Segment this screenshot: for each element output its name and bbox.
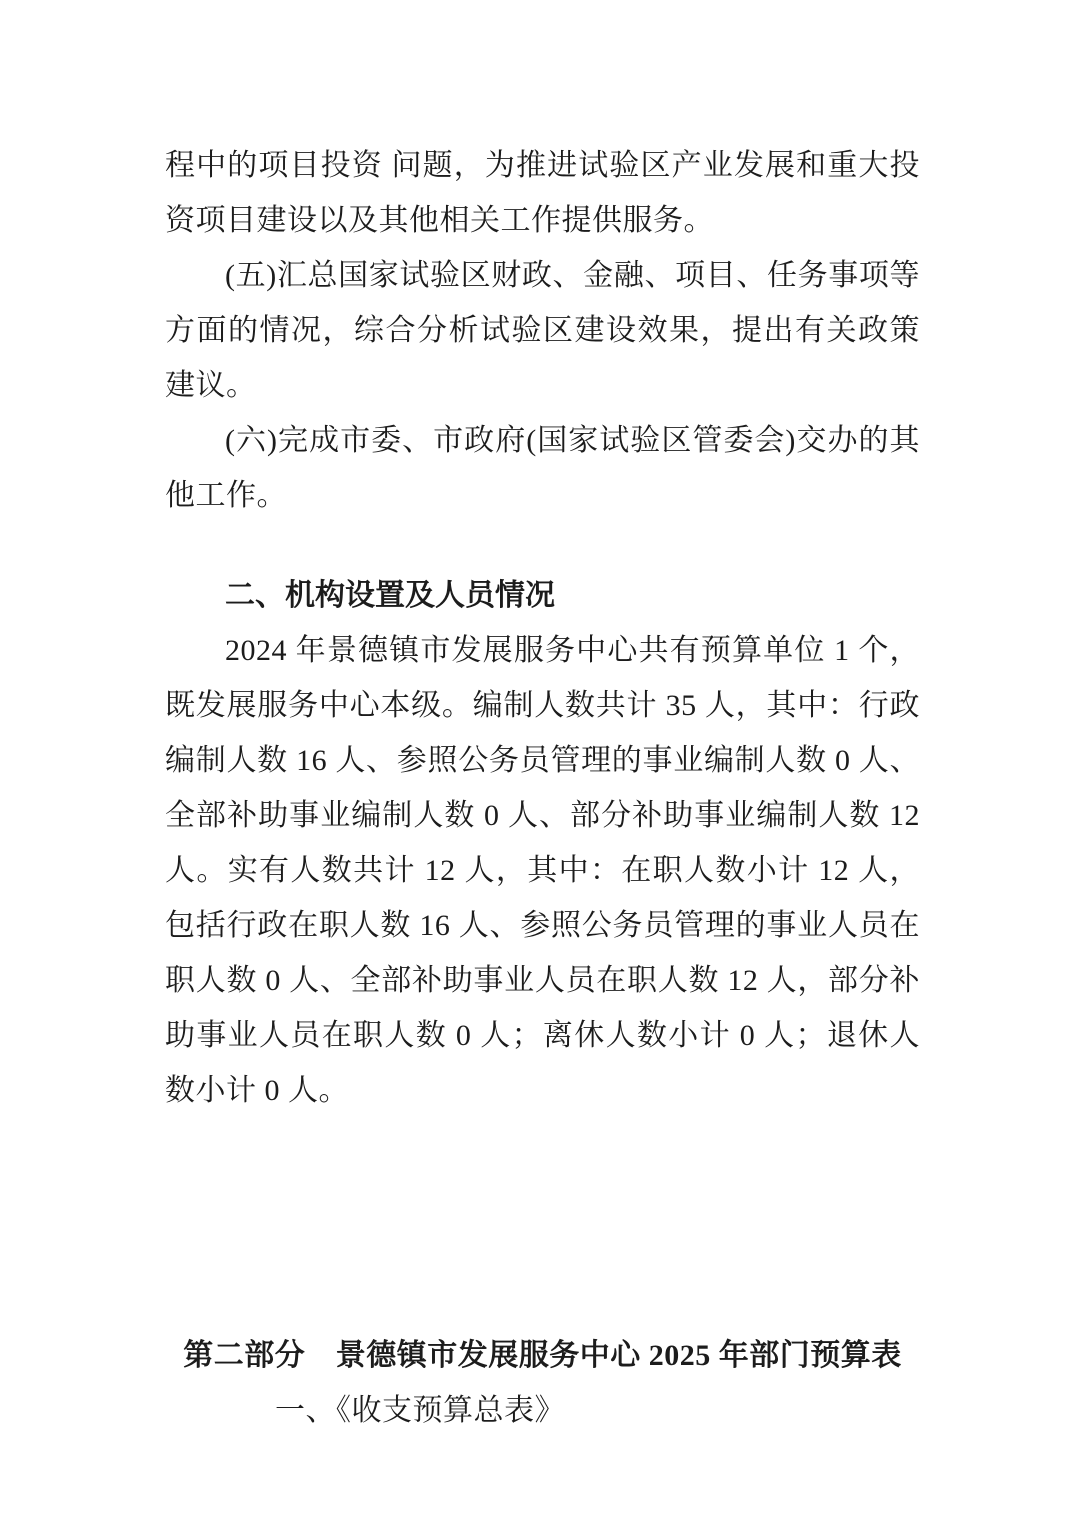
paragraph-item-five: (五)汇总国家试验区财政、金融、项目、任务事项等方面的情况，综合分析试验区建设效果，提出有关政策建议。 xyxy=(165,259,920,402)
section-gap xyxy=(165,1118,920,1328)
paragraph-continuation: 程中的项目投资 问题，为推进试验区产业发展和重大投资项目建设以及其他相关工作提供服务。 xyxy=(165,149,920,237)
part-two-heading: 第二部分 景德镇市发展服务中心 2025 年部门预算表 xyxy=(183,1339,902,1372)
section-heading-organization: 二、机构设置及人员情况 xyxy=(225,579,555,612)
table-list-item-1: 一、《收支预算总表》 xyxy=(275,1394,565,1427)
document-content xyxy=(165,138,920,1438)
paragraph-item-six: (六)完成市委、市政府(国家试验区管委会)交办的其他工作。 xyxy=(165,424,920,512)
blank-line xyxy=(165,523,920,568)
paragraph-staffing: 2024 年景德镇市发展服务中心共有预算单位 1 个，既发展服务中心本级。编制人数共计 35 人，其中：行政编制人数 16 人、参照公务员管理的事业编制人数 0 人、全部补助事业编制人数 0 人、部分补助事业编制人数 12 人。实有人数共计 12 人，其中：在职人数小计 12 人，包括行政在职人数 16 人、参照公务员管理的事业人员在职人数 0 人、全部补助事业人员在职人数 12 人，部分补助事业人员在职人数 0 人；离休人数小计 0 人；退休人数小计 0 人。 xyxy=(165,634,920,1107)
